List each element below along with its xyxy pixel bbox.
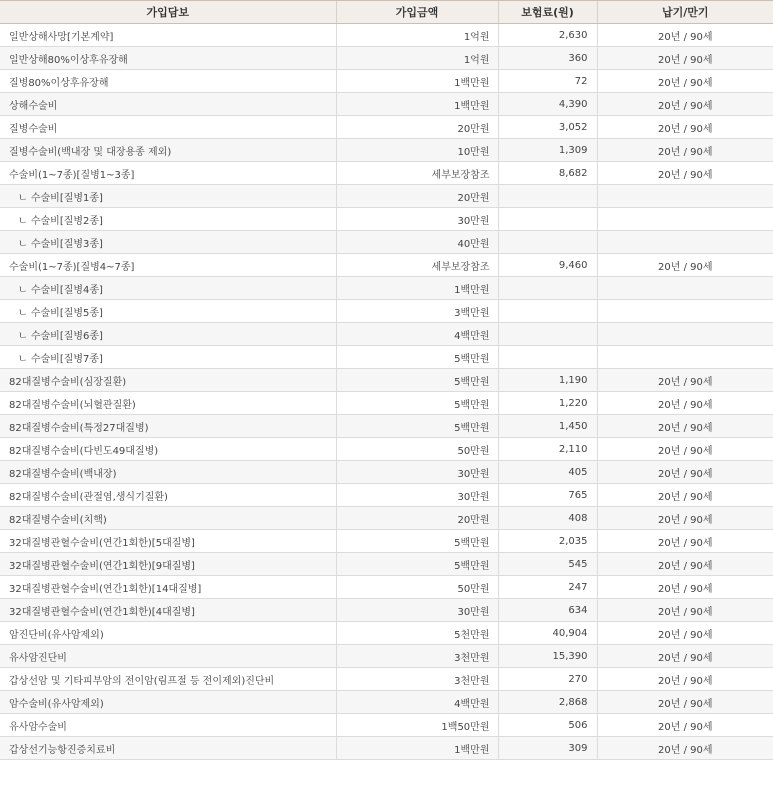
coverage-name: 일반상해80%이상후유장해 — [0, 47, 336, 70]
coverage-premium: 15,390 — [498, 645, 597, 668]
table-row — [0, 254, 773, 277]
coverage-name: 질병수술비(백내장 및 대장용종 제외) — [0, 139, 336, 162]
coverage-name: 82대질병수술비(특정27대질병) — [0, 415, 336, 438]
coverage-term: 20년 / 90세 — [597, 116, 773, 139]
coverage-amount: 1백50만원 — [336, 714, 498, 737]
table-row — [0, 484, 773, 507]
coverage-premium: 72 — [498, 70, 597, 93]
coverage-amount: 1백만원 — [336, 93, 498, 116]
coverage-premium: 545 — [498, 553, 597, 576]
coverage-premium: 360 — [498, 47, 597, 70]
coverage-name: 32대질병관혈수술비(연간1회한)[5대질병] — [0, 530, 336, 553]
table-row — [0, 369, 773, 392]
coverage-name: 질병80%이상후유장해 — [0, 70, 336, 93]
coverage-name: 82대질병수술비(심장질환) — [0, 369, 336, 392]
coverage-name: 82대질병수술비(치핵) — [0, 507, 336, 530]
table-row — [0, 576, 773, 599]
coverage-name: 상해수술비 — [0, 93, 336, 116]
table-row — [0, 323, 773, 346]
coverage-name: 82대질병수술비(관절염,생식기질환) — [0, 484, 336, 507]
coverage-amount: 1백만원 — [336, 277, 498, 300]
coverage-name: ㄴ 수술비[질병2종] — [0, 208, 336, 231]
table-row — [0, 93, 773, 116]
header-coverage: 가입담보 — [0, 1, 336, 24]
coverage-premium — [498, 208, 597, 231]
coverage-amount: 1억원 — [336, 24, 498, 47]
coverage-term: 20년 / 90세 — [597, 714, 773, 737]
table-row — [0, 139, 773, 162]
coverage-amount: 5백만원 — [336, 346, 498, 369]
coverage-premium — [498, 300, 597, 323]
coverage-amount: 3천만원 — [336, 668, 498, 691]
coverage-amount: 5백만원 — [336, 530, 498, 553]
coverage-amount: 세부보장참조 — [336, 254, 498, 277]
coverage-name: ㄴ 수술비[질병5종] — [0, 300, 336, 323]
coverage-amount: 3천만원 — [336, 645, 498, 668]
coverage-name: 유사암수술비 — [0, 714, 336, 737]
coverage-amount: 5천만원 — [336, 622, 498, 645]
coverage-name: ㄴ 수술비[질병6종] — [0, 323, 336, 346]
coverage-name: 수술비(1~7종)[질병1~3종] — [0, 162, 336, 185]
coverage-amount: 세부보장참조 — [336, 162, 498, 185]
coverage-term: 20년 / 90세 — [597, 254, 773, 277]
coverage-name: 질병수술비 — [0, 116, 336, 139]
table-row — [0, 231, 773, 254]
table-row — [0, 691, 773, 714]
table-row — [0, 346, 773, 369]
header-row — [0, 1, 773, 24]
coverage-term: 20년 / 90세 — [597, 530, 773, 553]
coverage-amount: 5백만원 — [336, 369, 498, 392]
coverage-amount: 50만원 — [336, 438, 498, 461]
coverage-term: 20년 / 90세 — [597, 70, 773, 93]
coverage-term: 20년 / 90세 — [597, 645, 773, 668]
coverage-amount: 50만원 — [336, 576, 498, 599]
coverage-term: 20년 / 90세 — [597, 622, 773, 645]
coverage-amount: 30만원 — [336, 599, 498, 622]
table-row — [0, 737, 773, 760]
coverage-amount: 3백만원 — [336, 300, 498, 323]
table-row — [0, 553, 773, 576]
table-row — [0, 47, 773, 70]
coverage-name: ㄴ 수술비[질병4종] — [0, 277, 336, 300]
header-amount: 가입금액 — [336, 1, 498, 24]
table-row — [0, 668, 773, 691]
coverage-name: 82대질병수술비(백내장) — [0, 461, 336, 484]
coverage-amount: 20만원 — [336, 116, 498, 139]
coverage-name: 수술비(1~7종)[질병4~7종] — [0, 254, 336, 277]
coverage-premium: 1,190 — [498, 369, 597, 392]
coverage-premium: 1,309 — [498, 139, 597, 162]
coverage-term: 20년 / 90세 — [597, 484, 773, 507]
coverage-term: 20년 / 90세 — [597, 139, 773, 162]
coverage-name: 갑상선기능항진증치료비 — [0, 737, 336, 760]
coverage-amount: 1백만원 — [336, 70, 498, 93]
coverage-name: 암수술비(유사암제외) — [0, 691, 336, 714]
coverage-amount: 5백만원 — [336, 392, 498, 415]
coverage-premium: 2,630 — [498, 24, 597, 47]
table-row — [0, 507, 773, 530]
coverage-premium — [498, 323, 597, 346]
coverage-term — [597, 231, 773, 254]
coverage-name: 암진단비(유사암제외) — [0, 622, 336, 645]
coverage-premium: 40,904 — [498, 622, 597, 645]
coverage-term — [597, 300, 773, 323]
coverage-premium: 4,390 — [498, 93, 597, 116]
coverage-term: 20년 / 90세 — [597, 691, 773, 714]
table-row — [0, 116, 773, 139]
coverage-premium: 408 — [498, 507, 597, 530]
coverage-premium — [498, 277, 597, 300]
coverage-term: 20년 / 90세 — [597, 162, 773, 185]
table-row — [0, 622, 773, 645]
coverage-premium: 9,460 — [498, 254, 597, 277]
table-row — [0, 714, 773, 737]
coverage-term: 20년 / 90세 — [597, 93, 773, 116]
table-row — [0, 599, 773, 622]
coverage-premium: 3,052 — [498, 116, 597, 139]
coverage-term: 20년 / 90세 — [597, 415, 773, 438]
table-row — [0, 70, 773, 93]
coverage-premium: 2,868 — [498, 691, 597, 714]
coverage-amount: 10만원 — [336, 139, 498, 162]
coverage-premium: 1,450 — [498, 415, 597, 438]
coverage-amount: 30만원 — [336, 208, 498, 231]
coverage-premium — [498, 346, 597, 369]
coverage-amount: 30만원 — [336, 484, 498, 507]
table-row — [0, 415, 773, 438]
table-row — [0, 208, 773, 231]
coverage-term — [597, 208, 773, 231]
table-row — [0, 162, 773, 185]
coverage-term: 20년 / 90세 — [597, 24, 773, 47]
coverage-term: 20년 / 90세 — [597, 461, 773, 484]
table-row — [0, 392, 773, 415]
coverage-name: 32대질병관혈수술비(연간1회한)[4대질병] — [0, 599, 336, 622]
coverage-amount: 5백만원 — [336, 415, 498, 438]
coverage-term — [597, 346, 773, 369]
coverage-term: 20년 / 90세 — [597, 47, 773, 70]
coverage-premium: 247 — [498, 576, 597, 599]
coverage-term: 20년 / 90세 — [597, 668, 773, 691]
coverage-premium: 1,220 — [498, 392, 597, 415]
coverage-amount: 1백만원 — [336, 737, 498, 760]
coverage-name: 유사암진단비 — [0, 645, 336, 668]
coverage-premium: 2,035 — [498, 530, 597, 553]
coverage-name: 32대질병관혈수술비(연간1회한)[14대질병] — [0, 576, 336, 599]
table-row — [0, 300, 773, 323]
table-row — [0, 277, 773, 300]
coverage-term: 20년 / 90세 — [597, 576, 773, 599]
coverage-term — [597, 277, 773, 300]
coverage-premium: 405 — [498, 461, 597, 484]
coverage-premium: 8,682 — [498, 162, 597, 185]
coverage-amount: 20만원 — [336, 185, 498, 208]
coverage-amount: 20만원 — [336, 507, 498, 530]
header-term: 납기/만기 — [597, 1, 773, 24]
coverage-name: ㄴ 수술비[질병7종] — [0, 346, 336, 369]
coverage-term: 20년 / 90세 — [597, 392, 773, 415]
coverage-premium: 309 — [498, 737, 597, 760]
table-row — [0, 185, 773, 208]
table-row — [0, 24, 773, 47]
table-row — [0, 461, 773, 484]
coverage-term: 20년 / 90세 — [597, 369, 773, 392]
table-row — [0, 438, 773, 461]
coverage-term — [597, 323, 773, 346]
coverage-term: 20년 / 90세 — [597, 507, 773, 530]
coverage-amount: 4백만원 — [336, 323, 498, 346]
coverage-premium: 2,110 — [498, 438, 597, 461]
coverage-amount: 1억원 — [336, 47, 498, 70]
coverage-amount: 4백만원 — [336, 691, 498, 714]
coverage-term — [597, 185, 773, 208]
coverage-premium: 634 — [498, 599, 597, 622]
header-premium: 보험료(원) — [498, 1, 597, 24]
coverage-name: 32대질병관혈수술비(연간1회한)[9대질병] — [0, 553, 336, 576]
table-row — [0, 645, 773, 668]
coverage-term: 20년 / 90세 — [597, 553, 773, 576]
coverage-name: 일반상해사망[기본계약] — [0, 24, 336, 47]
coverage-name: ㄴ 수술비[질병1종] — [0, 185, 336, 208]
coverage-premium: 506 — [498, 714, 597, 737]
coverage-name: 82대질병수술비(다빈도49대질병) — [0, 438, 336, 461]
coverage-term: 20년 / 90세 — [597, 737, 773, 760]
table-row — [0, 530, 773, 553]
coverage-amount: 5백만원 — [336, 553, 498, 576]
coverage-premium — [498, 231, 597, 254]
coverage-name: 82대질병수술비(뇌혈관질환) — [0, 392, 336, 415]
coverage-premium: 270 — [498, 668, 597, 691]
coverage-name: 갑상선암 및 기타피부암의 전이암(림프절 등 전이제외)진단비 — [0, 668, 336, 691]
coverage-amount: 40만원 — [336, 231, 498, 254]
coverage-amount: 30만원 — [336, 461, 498, 484]
coverage-term: 20년 / 90세 — [597, 599, 773, 622]
coverage-premium: 765 — [498, 484, 597, 507]
coverage-name: ㄴ 수술비[질병3종] — [0, 231, 336, 254]
coverage-term: 20년 / 90세 — [597, 438, 773, 461]
coverage-premium — [498, 185, 597, 208]
